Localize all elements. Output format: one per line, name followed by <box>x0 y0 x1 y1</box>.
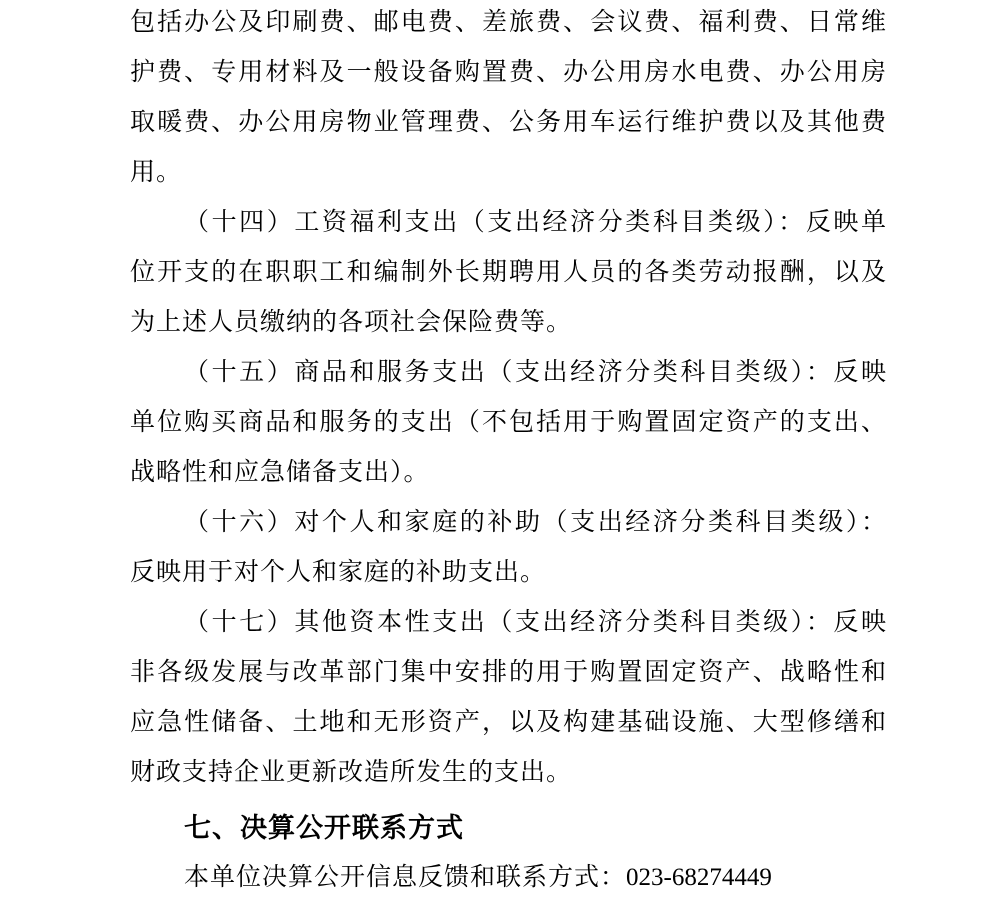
text-line: 应急性储备、土地和无形资产，以及构建基础设施、大型修缮和 <box>130 709 886 736</box>
paragraph-item-15-goods-services <box>130 348 886 498</box>
text-line: 位开支的在职职工和编制外长期聘用人员的各类劳动报酬，以及 <box>130 259 886 286</box>
contact-phone: 023-68274449 <box>626 864 772 891</box>
text-line: 包括办公及印刷费、邮电费、差旅费、会议费、福利费、日常维 <box>130 9 886 36</box>
text-line: 取暖费、办公用房物业管理费、公务用车运行维护费以及其他费 <box>130 109 886 136</box>
text-line: 用。 <box>130 159 183 186</box>
text-line: 护费、专用材料及一般设备购置费、办公用房水电费、办公用房 <box>130 59 886 86</box>
contact-label: 本单位决算公开信息反馈和联系方式： <box>184 864 627 891</box>
paragraph-item-16-individual-family-subsidy <box>130 498 886 598</box>
text-line: 非各级发展与改革部门集中安排的用于购置固定资产、战略性和 <box>130 659 886 686</box>
text-line: （十七）其他资本性支出（支出经济分类科目类级）：反映 <box>184 609 886 636</box>
text-line: 单位购买商品和服务的支出（不包括用于购置固定资产的支出、 <box>130 409 886 436</box>
paragraph-item-14-salary-welfare <box>130 198 886 348</box>
paragraph-expense-detail-continuation <box>130 0 886 198</box>
paragraph-item-17-other-capital-expenditure <box>130 598 886 798</box>
text-line: （十六）对个人和家庭的补助（支出经济分类科目类级）： <box>184 509 886 536</box>
text-line: （十五）商品和服务支出（支出经济分类科目类级）：反映 <box>184 359 886 386</box>
text-line: 为上述人员缴纳的各项社会保险费等。 <box>130 309 573 336</box>
text-line: 反映用于对个人和家庭的补助支出。 <box>130 559 547 586</box>
text-line: 财政支持企业更新改造所发生的支出。 <box>130 759 573 786</box>
contact-line <box>130 853 886 903</box>
text-line: 战略性和应急储备支出）。 <box>130 459 430 486</box>
section-heading: 七、决算公开联系方式 <box>184 813 464 843</box>
text-line: （十四）工资福利支出（支出经济分类科目类级）：反映单 <box>184 209 886 236</box>
document-page <box>130 0 886 903</box>
